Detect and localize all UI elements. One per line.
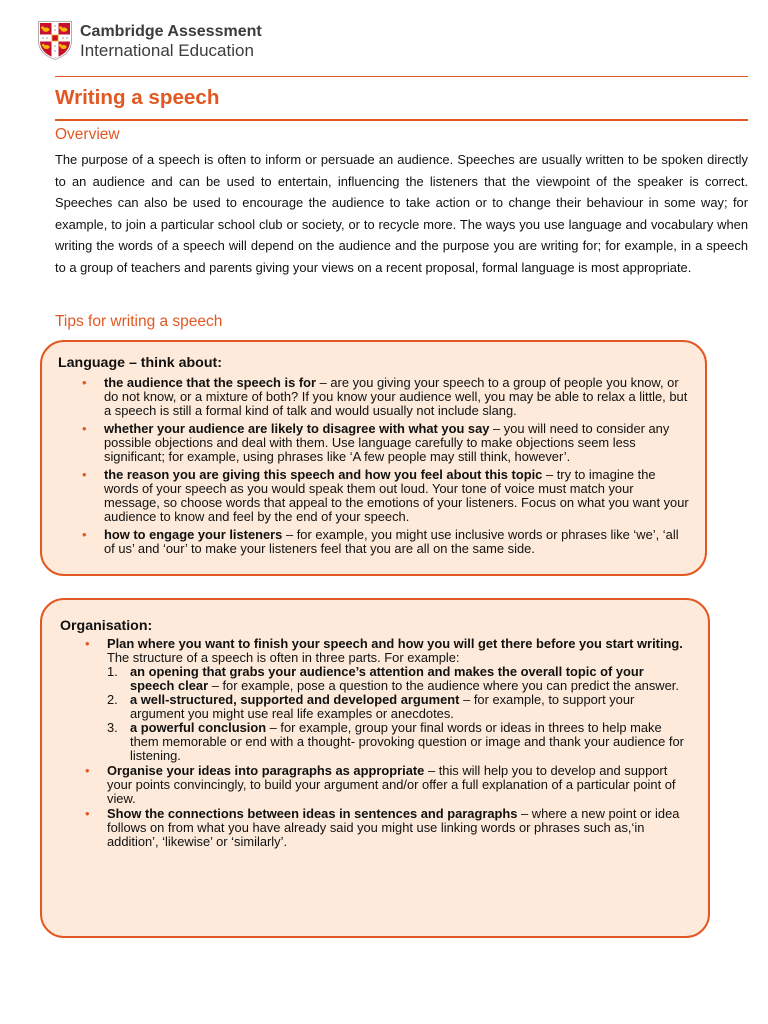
tips-heading: Tips for writing a speech xyxy=(55,313,223,330)
list-item xyxy=(58,376,689,418)
tip-detail: – this will help you to develop and support your points convincingly, to build your argument and/or offer a full explanation of a particular point of view. xyxy=(107,763,676,806)
language-tip-list xyxy=(58,376,689,556)
speech-structure-steps xyxy=(107,665,690,763)
numbered-step xyxy=(107,693,690,721)
list-item xyxy=(60,807,690,849)
lion-head xyxy=(42,44,45,47)
tip-title: Show the connections between ideas in sentences and paragraphs xyxy=(107,806,518,821)
overview-heading: Overview xyxy=(55,126,120,143)
lion-head xyxy=(59,44,62,47)
step-detail: – for example, to support your argument you might use real life examples or anecdotes. xyxy=(130,692,635,721)
logo-line-2: International Education xyxy=(80,41,254,60)
list-item xyxy=(58,422,689,464)
step-title: a well-structured, supported and developed argument xyxy=(130,692,460,707)
list-item xyxy=(58,468,689,524)
structure-intro: The structure of a speech is often in three parts. For example: xyxy=(107,650,460,665)
tip-title: how to engage your listeners xyxy=(104,527,283,542)
ermine-spot xyxy=(62,37,63,38)
step-title: an opening that grabs your audience’s attention and makes the overall topic of your speech clear xyxy=(130,664,644,693)
list-item xyxy=(58,528,689,556)
organisation-heading: Organisation: xyxy=(60,618,153,634)
tip-detail: – you will need to consider any possible objections and deal with them. Use language carefully to make objections seem less significant; for example, using phrases like ‘A few people may still think, however’. xyxy=(104,421,670,464)
lion-head xyxy=(59,26,62,29)
list-item xyxy=(60,637,690,763)
header-divider xyxy=(55,76,748,77)
page-title: Writing a speech xyxy=(55,86,220,109)
tip-title: Plan where you want to finish your speech and how you will get there before you start writing. xyxy=(107,636,683,651)
step-detail: – for example, group your final words or ideas in threes to help make them memorable or end with a thought- provoking question or image and thank your audience for listening. xyxy=(130,720,684,763)
step-title: a powerful conclusion xyxy=(130,720,267,735)
ermine-spot xyxy=(54,50,55,51)
cambridge-shield-logo xyxy=(37,20,73,60)
tip-detail: – are you giving your speech to a group of people you know, or do not know, or a mixture of both? If you know your audience well, you may be able to relax a little, but a speech is still a formal kind of talk and would usually not include slang. xyxy=(104,375,688,418)
tip-detail: – where a new point or idea follows on from what you have already said you might use linking words or phrases such as,‘in addition’, ‘likewise’ or ‘similarly’. xyxy=(107,806,680,849)
logo-wordmark xyxy=(80,21,262,59)
organisation-tips-box xyxy=(40,598,710,938)
logo-line-1: Cambridge Assessment xyxy=(80,23,262,40)
numbered-step xyxy=(107,721,690,763)
step-detail: – for example, pose a question to the audience where you can predict the answer. xyxy=(208,678,679,693)
tip-title: whether your audience are likely to disagree with what you say xyxy=(104,421,490,436)
ermine-spot xyxy=(54,45,55,46)
language-tips-box xyxy=(40,340,707,576)
ermine-spot xyxy=(46,37,47,38)
ermine-spot xyxy=(42,37,43,38)
list-item xyxy=(60,764,690,806)
tip-detail: – try to imagine the words of your speech as you would speak them out loud. Your tone of voice must match your message, so choose words that appeal to the emotions of your listeners. Focus on what you want your audience to know and feel by the end of your speech. xyxy=(104,467,689,524)
lion-head xyxy=(41,26,44,29)
step-number: 1. xyxy=(107,664,118,679)
overview-paragraph: The purpose of a speech is often to inform or persuade an audience. Speeches are usually written to be spoken directly to an audience and can be used to entertain, influencing the listeners that the viewpoint of the speaker is correct. Speeches can also be used to encourage the audience to take action or to change their behaviour in some way; for example, to join a particular school club or society, or to recycle more. The ways you use language and vocabulary when writing the words of a speech will depend on the audience and the purpose you are writing for; for example, in a speech to a group of teachers and parents giving your views on a recent proposal, formal language is most appropriate. xyxy=(55,152,748,275)
language-heading: Language – think about: xyxy=(58,355,222,371)
step-number: 2. xyxy=(107,692,118,707)
ermine-spot xyxy=(66,37,67,38)
organisation-tip-list xyxy=(60,637,690,849)
tip-detail: – for example, you might use inclusive words or phrases like ‘we’, ‘all of us’ and ‘our’ to make your listeners feel that you are all on the same side. xyxy=(104,527,679,556)
title-underline xyxy=(55,119,748,121)
ermine-spot xyxy=(54,25,55,26)
numbered-step xyxy=(107,665,690,693)
ermine-spot xyxy=(54,29,55,30)
tip-title: the reason you are giving this speech and how you feel about this topic xyxy=(104,467,543,482)
tip-title: Organise your ideas into paragraphs as appropriate xyxy=(107,763,425,778)
shield-book xyxy=(52,35,58,41)
tip-title: the audience that the speech is for xyxy=(104,375,317,390)
step-number: 3. xyxy=(107,720,118,735)
